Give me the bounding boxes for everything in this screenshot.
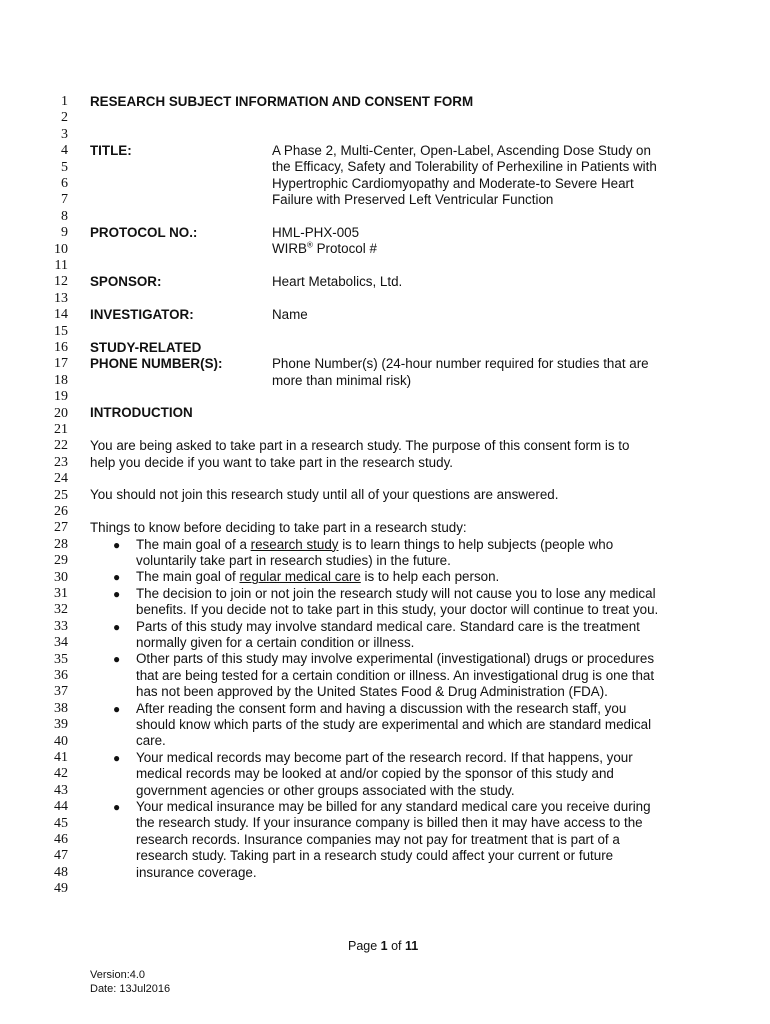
bullet-marker: ●: [113, 537, 121, 552]
investigator-value: Name: [272, 307, 308, 322]
bullet-text-part: is to learn things to help subjects (people who: [338, 536, 614, 552]
title-label: TITLE:: [90, 143, 132, 158]
bullet-text: The decision to join or not join the research study will not cause you to lose any medical: [136, 585, 656, 601]
line-number: 13: [54, 290, 68, 306]
date-label: Date: 13Jul2016: [90, 983, 171, 995]
line-number: 40: [54, 733, 68, 749]
title-line: A Phase 2, Multi-Center, Open-Label, Ascending Dose Study on: [272, 143, 651, 158]
page-indicator: [348, 938, 418, 954]
page-number: 1: [380, 939, 388, 953]
bullet-text: care.: [136, 733, 166, 749]
line-number: 45: [54, 815, 68, 831]
bullet-text: Parts of this study may involve standard medical care. Standard care is the treatment: [136, 618, 640, 634]
line-number: 7: [61, 192, 68, 208]
research-study-term: research study: [250, 536, 339, 552]
bullet-text: Other parts of this study may involve experimental (investigational) drugs or procedures: [136, 651, 655, 667]
line-number: 26: [54, 504, 68, 519]
line-number: 1: [61, 94, 68, 109]
bullet-text: voluntarily take part in research studies) in the future.: [136, 553, 451, 568]
line-number: 39: [54, 717, 68, 733]
bullet-marker: ●: [113, 619, 121, 634]
bullet-text: medical records may be looked at and/or copied by the sponsor of this study and: [136, 766, 614, 782]
line-number: 4: [61, 143, 68, 159]
paragraph-line: Things to know before deciding to take part in a research study:: [90, 520, 467, 536]
bullet-text: should know which parts of the study are experimental and which are standard medical: [136, 717, 652, 732]
page-total: 11: [405, 939, 419, 953]
bullet-text: research study. Taking part in a research study could affect your current or future: [136, 848, 614, 864]
paragraph-line: You should not join this research study until all of your questions are answered.: [90, 487, 559, 503]
line-number: 16: [54, 340, 68, 355]
bullet-marker: ●: [113, 586, 121, 601]
bullet-text: [136, 569, 499, 585]
line-number: 2: [61, 110, 68, 126]
wirb-protocol: [272, 241, 377, 257]
bullet-text: [136, 537, 613, 553]
line-number: 28: [54, 536, 68, 552]
line-number: 30: [54, 569, 68, 585]
protocol-value: HML-PHX-005: [272, 225, 360, 240]
paragraph-line: You are being asked to take part in a research study. The purpose of this consent form is to: [90, 438, 630, 454]
line-number: 29: [54, 553, 68, 569]
wirb-suffix: Protocol #: [312, 241, 377, 257]
line-number: 3: [61, 126, 68, 142]
line-number: 42: [54, 766, 68, 782]
bullet-text: research records. Insurance companies may not pay for treatment that is part of a: [136, 831, 620, 847]
registered-mark: ®: [306, 240, 313, 250]
bullet-text: the research study. If your insurance company is billed then it may have access to the: [136, 815, 643, 831]
version-label: Version:4.0: [90, 969, 146, 981]
bullet-text: After reading the consent form and having a discussion with the research staff, you: [136, 700, 627, 716]
line-number: 31: [54, 586, 68, 601]
section-heading-introduction: INTRODUCTION: [90, 405, 193, 421]
line-number: 5: [61, 159, 68, 175]
title-line: the Efficacy, Safety and Tolerability of Perhexiline in Patients with: [272, 159, 657, 175]
line-number: 27: [54, 520, 68, 536]
bullet-marker: ●: [113, 750, 121, 765]
bullet-text: normally given for a certain condition or illness.: [136, 635, 415, 650]
bullet-marker: ●: [113, 800, 121, 814]
line-number: 8: [61, 208, 68, 224]
protocol-label: PROTOCOL NO.:: [90, 225, 198, 240]
line-number: 15: [54, 323, 68, 339]
phone-value: more than minimal risk): [272, 372, 412, 388]
bullet-marker: ●: [113, 570, 121, 585]
line-number: 21: [54, 422, 68, 437]
line-number: 46: [54, 832, 68, 847]
line-number: 44: [54, 799, 68, 815]
line-number: 38: [54, 700, 68, 716]
line-number: 41: [54, 750, 68, 765]
line-number: 34: [54, 635, 68, 651]
title-line: Failure with Preserved Left Ventricular Function: [272, 192, 554, 208]
line-number: 37: [54, 684, 68, 700]
line-number: 14: [54, 307, 68, 323]
sponsor-value: Heart Metabolics, Ltd.: [272, 274, 403, 289]
line-number: 11: [54, 258, 68, 273]
form-title: RESEARCH SUBJECT INFORMATION AND CONSENT FORM: [90, 94, 474, 109]
line-number: 6: [61, 176, 68, 191]
line-number: 24: [54, 471, 68, 487]
bullet-text: has not been approved by the United States Food & Drug Administration (FDA).: [136, 684, 608, 700]
line-number: 48: [54, 864, 68, 880]
phone-label: PHONE NUMBER(S):: [90, 356, 223, 372]
bullet-text-part: The main goal of a: [136, 536, 251, 552]
line-number: 23: [54, 454, 68, 470]
bullet-text-part: is to help each person.: [360, 569, 500, 585]
line-number: 36: [54, 668, 68, 683]
wirb-prefix: WIRB: [272, 241, 307, 257]
line-number: 25: [54, 487, 68, 503]
bullet-text: Your medical records may become part of the research record. If that happens, your: [136, 749, 633, 765]
line-number: 18: [54, 372, 68, 388]
bullet-text: benefits. If you decide not to take part in this study, your doctor will continue to treat you.: [136, 602, 659, 618]
bullet-text-part: The main goal of: [136, 569, 240, 585]
page-of: of: [387, 939, 405, 953]
line-number: 19: [54, 389, 68, 405]
bullet-text: insurance coverage.: [136, 864, 257, 880]
regular-medical-care-term: regular medical care: [239, 569, 361, 585]
line-number: 22: [54, 438, 68, 454]
paragraph-line: help you decide if you want to take part in the research study.: [90, 454, 453, 470]
line-number: 47: [54, 848, 68, 864]
phone-value: Phone Number(s) (24-hour number required for studies that are: [272, 356, 649, 372]
investigator-label: INVESTIGATOR:: [90, 307, 194, 322]
line-number: 33: [54, 618, 68, 634]
bullet-text: that are being tested for a certain condition or illness. An investigational drug is one that: [136, 667, 655, 683]
page-word: Page: [348, 939, 381, 953]
line-number: 49: [54, 881, 68, 897]
line-number: 10: [54, 241, 68, 257]
line-number: 9: [61, 225, 68, 241]
line-number: 35: [54, 651, 68, 667]
bullet-marker: ●: [113, 701, 121, 716]
line-number: 20: [54, 405, 68, 421]
sponsor-label: SPONSOR:: [90, 274, 162, 289]
bullet-text: government agencies or other groups associated with the study.: [136, 782, 515, 798]
line-number: 12: [54, 274, 68, 290]
line-number: 43: [54, 782, 68, 798]
bullet-text: Your medical insurance may be billed for any standard medical care you receive during: [136, 799, 651, 814]
bullet-marker: ●: [113, 652, 121, 667]
line-number: 17: [54, 356, 68, 372]
title-line: Hypertrophic Cardiomyopathy and Moderate-to Severe Heart: [272, 175, 634, 191]
line-number: 32: [54, 602, 68, 618]
phone-label: STUDY-RELATED: [90, 339, 202, 355]
